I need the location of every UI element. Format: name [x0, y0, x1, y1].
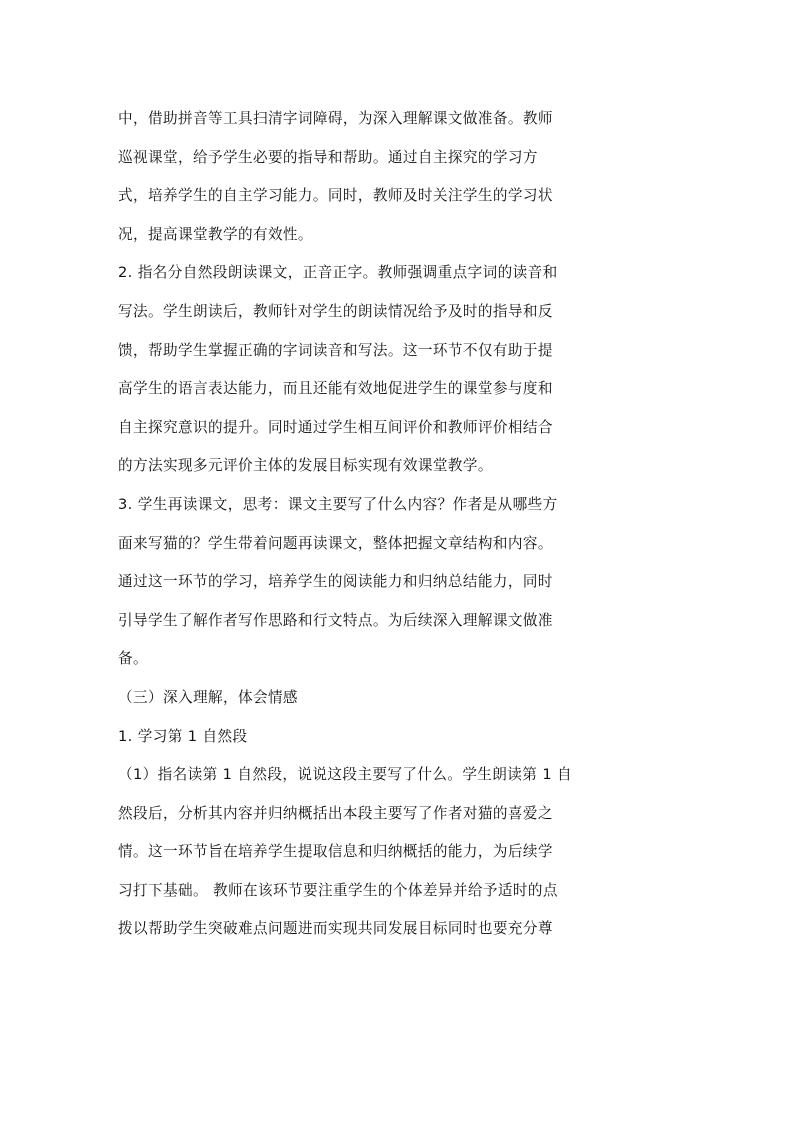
- text-line: 馈，帮助学生掌握正确的字词读音和写法。这一环节不仅有助于提: [118, 341, 553, 359]
- text-line: 3. 学生再读课文，思考：课文主要写了什么内容？作者是从哪些方: [118, 495, 558, 513]
- text-line: 情。这一环节旨在培养学生提取信息和归纳概括的能力，为后续学: [118, 843, 553, 861]
- body-text: [118, 100, 678, 949]
- text-line: 中，借助拼音等工具扫清字词障碍，为深入理解课文做准备。教师: [118, 110, 553, 127]
- text-line: 巡视课堂，给予学生必要的指导和帮助。通过自主探究的学习方: [118, 148, 538, 166]
- text-line: 况，提高课堂教学的有效性。: [118, 225, 313, 243]
- text-line: （1）指名读第 1 自然段，说说这段主要写了什么。学生朗读第 1 自: [118, 766, 573, 784]
- text-line: 习打下基础。 教师在该环节要注重学生的个体差异并给予适时的点: [118, 881, 558, 899]
- subsection-heading: 1. 学习第 1 自然段: [118, 727, 248, 745]
- text-line: 自主探究意识的提升。同时通过学生相互间评价和教师评价相结合: [118, 418, 553, 436]
- text-line: 写法。学生朗读后，教师针对学生的朗读情况给予及时的指导和反: [118, 302, 553, 320]
- text-line: 备。: [118, 650, 148, 668]
- text-line: 高学生的语言表达能力，而且还能有效地促进学生的课堂参与度和: [118, 380, 553, 398]
- section-heading: （三）深入理解，体会情感: [118, 688, 298, 706]
- text-line: 式，培养学生的自主学习能力。同时，教师及时关注学生的学习状: [118, 187, 553, 205]
- text-line: 引导学生了解作者写作思路和行文特点。为后续深入理解课文做准: [118, 611, 553, 629]
- text-line: 面来写猫的？学生带着问题再读课文，整体把握文章结构和内容。: [118, 534, 553, 552]
- text-line: 然段后，分析其内容并归纳概括出本段主要写了作者对猫的喜爱之: [118, 804, 553, 822]
- text-line: 通过这一环节的学习，培养学生的阅读能力和归纳总结能力，同时: [118, 573, 553, 591]
- text-line: 拨以帮助学生突破难点问题进而实现共同发展目标同时也要充分尊: [118, 920, 553, 938]
- text-line: 的方法实现多元评价主体的发展目标实现有效课堂教学。: [118, 457, 493, 475]
- text-line: 2. 指名分自然段朗读课文，正音正字。教师强调重点字词的读音和: [118, 264, 558, 282]
